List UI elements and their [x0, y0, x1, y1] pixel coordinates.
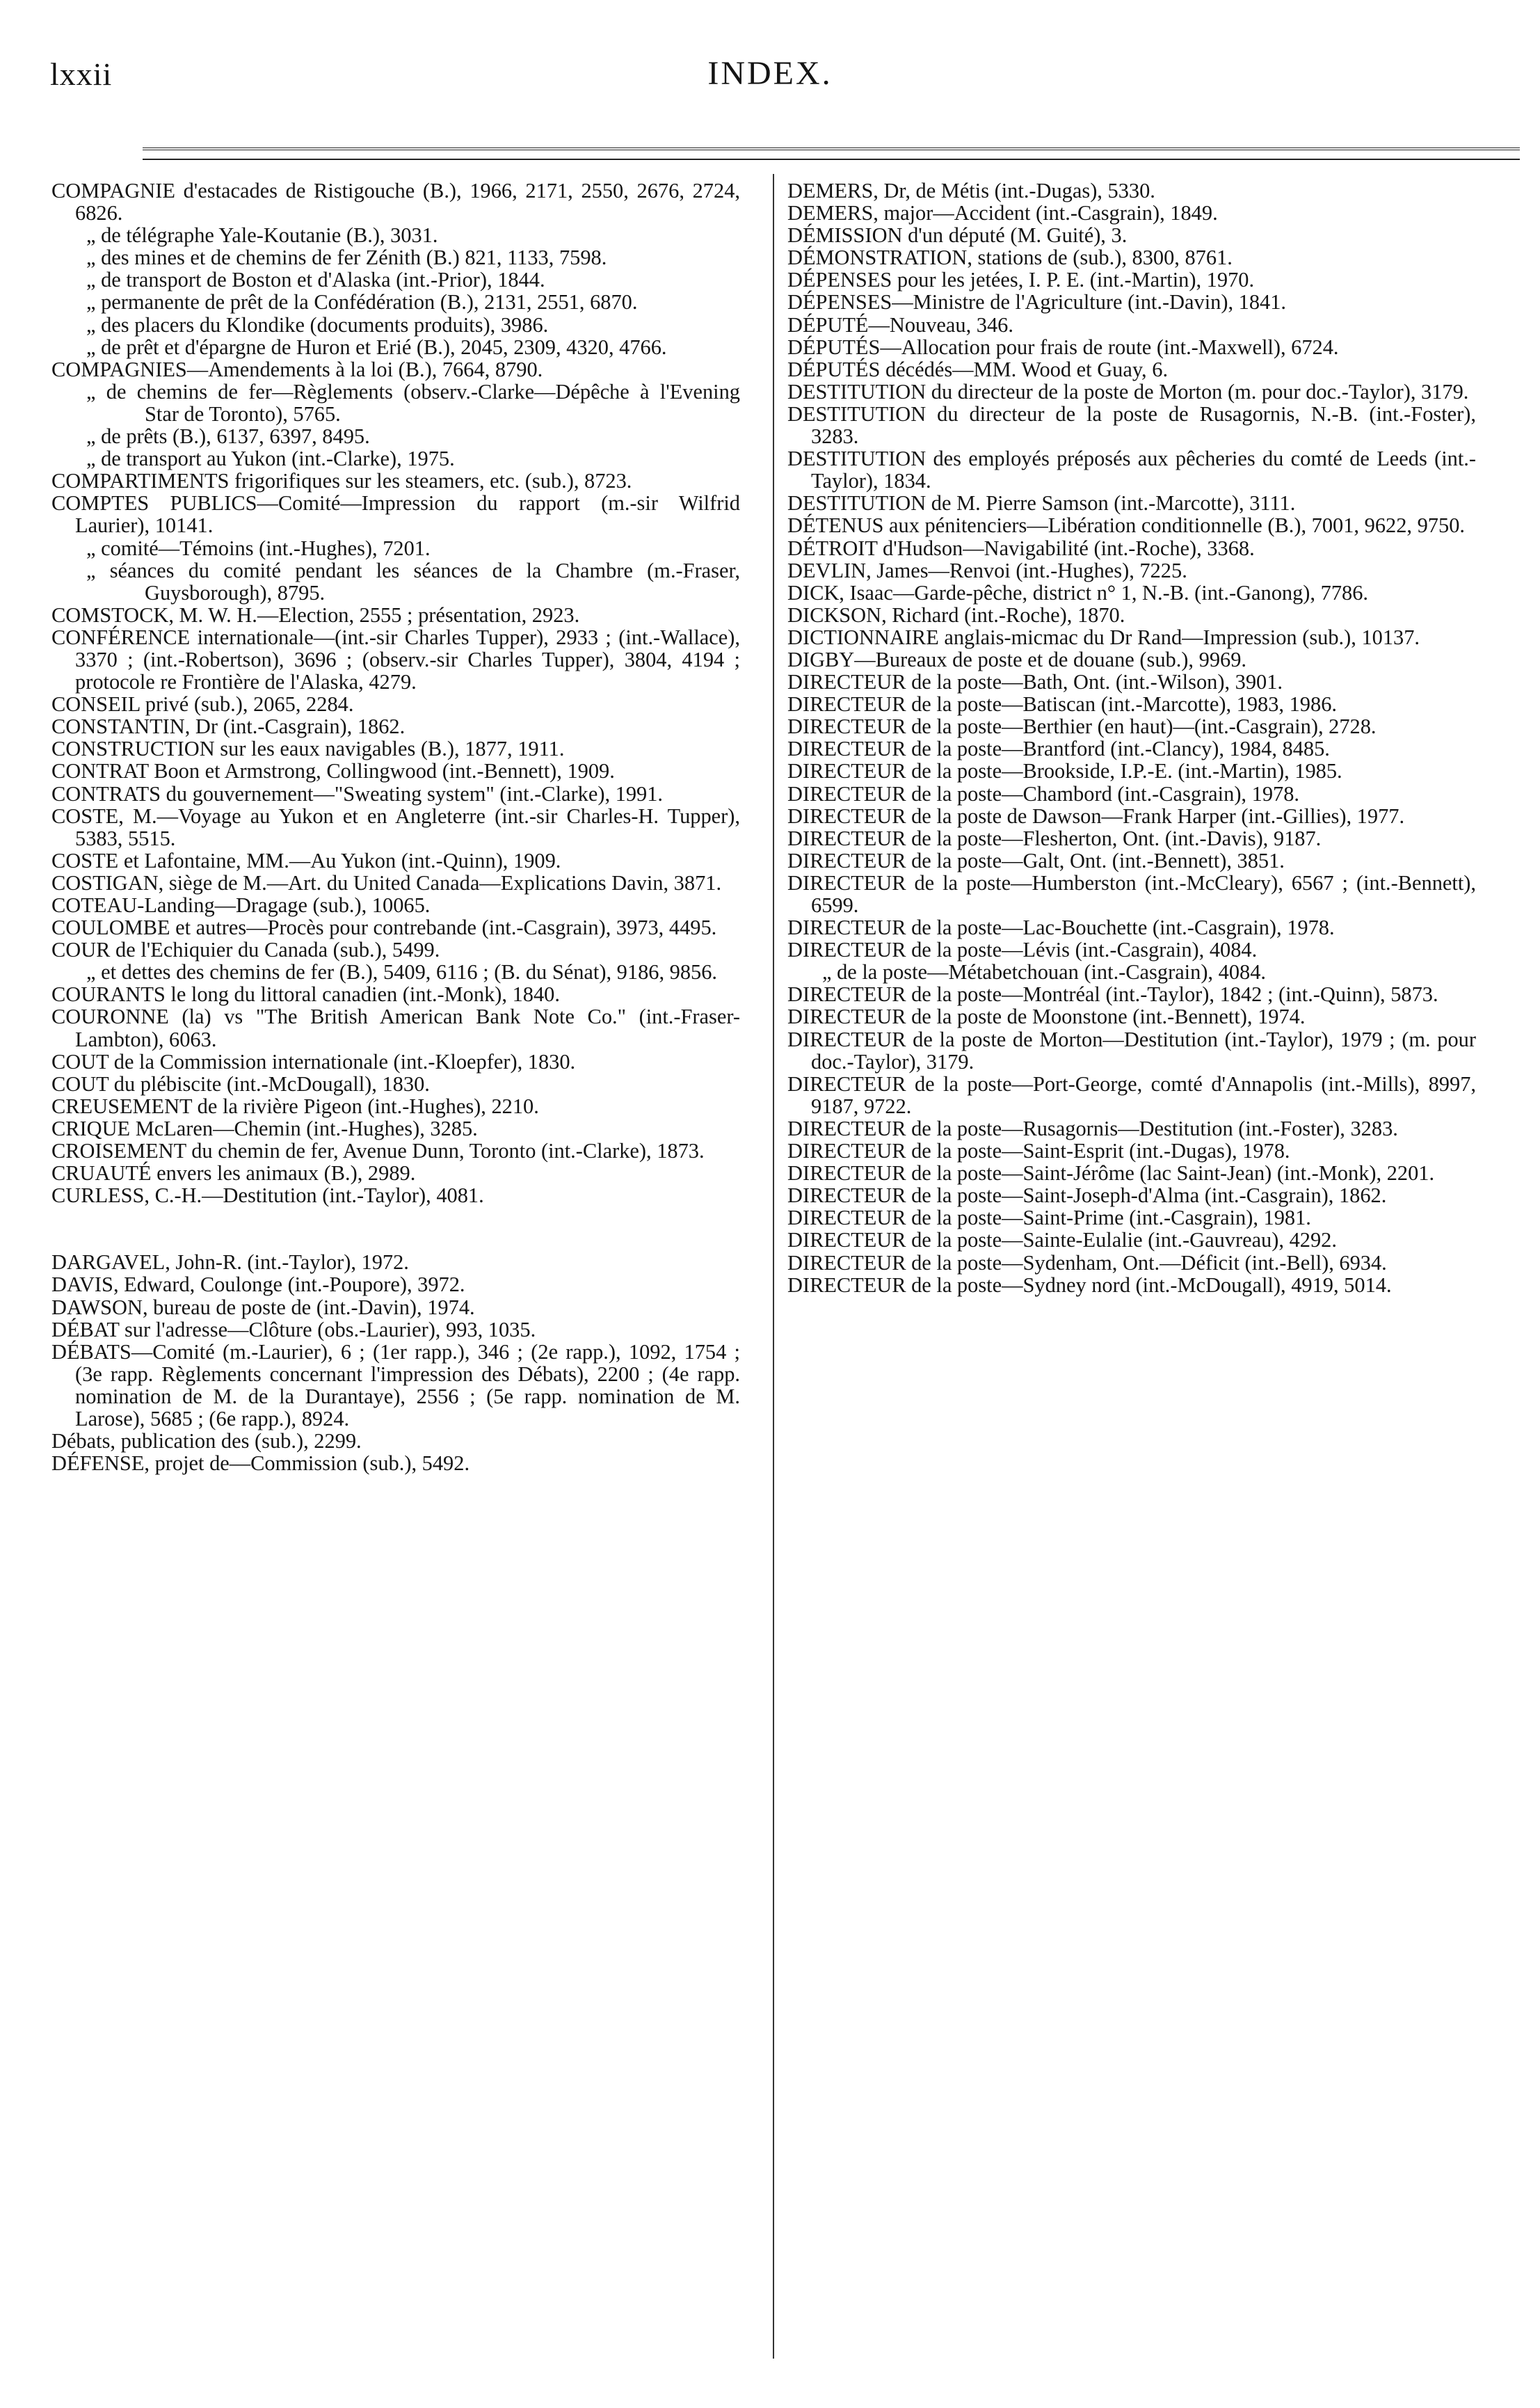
section-gap: [51, 1206, 740, 1251]
index-entry: COSTE et Lafontaine, MM.—Au Yukon (int.-Quinn), 1909.: [51, 848, 561, 872]
index-entry: DIRECTEUR de la poste de Moonstone (int.-Bennett), 1974.: [787, 1005, 1306, 1029]
index-subentry: „ séances du comité pendant les séances de la Chambre (m.-Fraser, Guysborough), 8795.: [86, 558, 740, 605]
index-subentry: „ permanente de prêt de la Confédération (B.), 2131, 2551, 6870.: [86, 290, 638, 314]
index-entry: COUT de la Commission internationale (int.-Kloepfer), 1830.: [51, 1049, 576, 1074]
index-entry: CREUSEMENT de la rivière Pigeon (int.-Hughes), 2210.: [51, 1094, 539, 1118]
index-entry: DESTITUTION de M. Pierre Samson (int.-Marcotte), 3111.: [787, 491, 1296, 516]
index-entry: DÉPUTÉS—Allocation pour frais de route (int.-Maxwell), 6724.: [787, 335, 1339, 359]
index-entry: COSTE, M.—Voyage au Yukon et en Angleterre (int.-sir Charles-H. Tupper), 5383, 5515.: [51, 804, 740, 850]
index-entry: DEVLIN, James—Renvoi (int.-Hughes), 7225.: [787, 558, 1187, 582]
index-entry: CONTRAT Boon et Armstrong, Collingwood (int.-Bennett), 1909.: [51, 759, 615, 783]
column-divider: [773, 174, 774, 2359]
index-subentry: „ de transport au Yukon (int.-Clarke), 1975.: [86, 447, 455, 471]
index-subentry: „ de prêt et d'épargne de Huron et Erié (B.), 2045, 2309, 4320, 4766.: [86, 335, 667, 359]
index-entry: DARGAVEL, John-R. (int.-Taylor), 1972.: [51, 1250, 409, 1275]
index-subentry: „ de prêts (B.), 6137, 6397, 8495.: [86, 424, 370, 449]
index-entry: COUR de l'Echiquier du Canada (sub.), 5499.: [51, 938, 440, 962]
index-subentry: „ des mines et de chemins de fer Zénith (B.) 821, 1133, 7598.: [86, 246, 607, 270]
index-entry: CROISEMENT du chemin de fer, Avenue Dunn, Toronto (int.-Clarke), 1873.: [51, 1139, 705, 1163]
index-entry: CONTRATS du gouvernement—"Sweating system" (int.-Clarke), 1991.: [51, 781, 664, 806]
index-entry: DIRECTEUR de la poste—Galt, Ont. (int.-Bennett), 3851.: [787, 848, 1285, 872]
index-entry: DÉPUTÉS décédés—MM. Wood et Guay, 6.: [787, 357, 1169, 381]
index-entry: DÉMISSION d'un député (M. Guité), 3.: [787, 223, 1128, 248]
index-entry: DAWSON, bureau de poste de (int.-Davin), 1974.: [51, 1295, 475, 1319]
index-entry: DIRECTEUR de la poste—Saint-Joseph-d'Alma (int.-Casgrain), 1862.: [787, 1183, 1387, 1208]
index-entry: COTEAU-Landing—Dragage (sub.), 10065.: [51, 893, 431, 917]
index-entry: DIRECTEUR de la poste—Batiscan (int.-Marcotte), 1983, 1986.: [787, 692, 1337, 717]
index-entry: COMPAGNIE d'estacades de Ristigouche (B.), 1966, 2171, 2550, 2676, 2724, 6826.: [51, 179, 740, 225]
index-entry: DIRECTEUR de la poste—Chambord (int.-Casgrain), 1978.: [787, 781, 1300, 806]
index-column-right: [787, 180, 1476, 1296]
index-subentry: „ comité—Témoins (int.-Hughes), 7201.: [86, 536, 431, 560]
index-entry: DICTIONNAIRE anglais-micmac du Dr Rand—Impression (sub.), 10137.: [787, 625, 1420, 649]
index-entry: DÉTENUS aux pénitenciers—Libération conditionnelle (B.), 7001, 9622, 9750.: [787, 513, 1465, 538]
index-entry: DEMERS, major—Accident (int.-Casgrain), 1849.: [787, 201, 1218, 225]
index-entry: COMSTOCK, M. W. H.—Election, 2555 ; présentation, 2923.: [51, 603, 580, 627]
index-entry: DIRECTEUR de la poste—Port-George, comté d'Annapolis (int.-Mills), 8997, 9187, 9722.: [787, 1071, 1476, 1118]
index-entry: DIRECTEUR de la poste—Flesherton, Ont. (int.-Davis), 9187.: [787, 826, 1322, 850]
index-entry: DIRECTEUR de la poste—Sydenham, Ont.—Déficit (int.-Bell), 6934.: [787, 1250, 1387, 1275]
index-entry: DIRECTEUR de la poste—Brantford (int.-Clancy), 1984, 8485.: [787, 737, 1330, 761]
page-header: [0, 0, 1540, 132]
index-entry: DÉTROIT d'Hudson—Navigabilité (int.-Roche), 3368.: [787, 536, 1255, 560]
index-column-left: [51, 180, 740, 1474]
index-entry: DIRECTEUR de la poste—Saint-Prime (int.-Casgrain), 1981.: [787, 1206, 1311, 1230]
index-entry: DÉFENSE, projet de—Commission (sub.), 5492.: [51, 1451, 470, 1476]
index-entry: DIRECTEUR de la poste—Sainte-Eulalie (int.-Gauvreau), 4292.: [787, 1228, 1337, 1252]
index-entry: DIRECTEUR de la poste—Bath, Ont. (int.-Wilson), 3901.: [787, 670, 1283, 694]
index-entry: DESTITUTION du directeur de la poste de Rusagornis, N.-B. (int.-Foster), 3283.: [787, 401, 1476, 449]
index-entry: COMPAGNIES—Amendements à la loi (B.), 7664, 8790.: [51, 357, 543, 381]
index-entry: DIRECTEUR de la poste de Morton—Destitution (int.-Taylor), 1979 ; (m. pour doc.-Taylor), 3179.: [787, 1027, 1476, 1074]
index-entry: DÉMONSTRATION, stations de (sub.), 8300, 8761.: [787, 246, 1233, 270]
index-entry: DIRECTEUR de la poste—Humberston (int.-McCleary), 6567 ; (int.-Bennett), 6599.: [787, 870, 1476, 917]
header-rule-single: [143, 159, 1520, 160]
index-entry: DESTITUTION du directeur de la poste de Morton (m. pour doc.-Taylor), 3179.: [787, 379, 1469, 404]
index-entry: DÉBAT sur l'adresse—Clôture (obs.-Laurier), 993, 1035.: [51, 1317, 536, 1341]
index-entry: DICK, Isaac—Garde-pêche, district n° 1, N.-B. (int.-Ganong), 7786.: [787, 580, 1369, 605]
index-entry: DIRECTEUR de la poste—Lac-Bouchette (int.-Casgrain), 1978.: [787, 916, 1335, 940]
index-entry: DIRECTEUR de la poste—Brookside, I.P.-E. (int.-Martin), 1985.: [787, 759, 1342, 783]
index-subentry: „ de télégraphe Yale-Koutanie (B.), 3031.: [86, 223, 438, 248]
index-entry: CURLESS, C.-H.—Destitution (int.-Taylor), 4081.: [51, 1183, 484, 1208]
index-subentry: „ de chemins de fer—Règlements (observ.-Clarke—Dépêche à l'Evening Star de Toronto), 5765.: [86, 379, 740, 426]
index-entry: CONFÉRENCE internationale—(int.-sir Charles Tupper), 2933 ; (int.-Wallace), 3370 ; (int.-Robertson), 3696 ; (observ.-sir Charles Tupper), 3804, 4194 ; protocole re Frontière de l'Alaska, 4279.: [51, 625, 740, 694]
index-entry: DÉPENSES—Ministre de l'Agriculture (int.-Davin), 1841.: [787, 290, 1287, 314]
index-entry: CONSTANTIN, Dr (int.-Casgrain), 1862.: [51, 715, 406, 739]
index-entry: DEMERS, Dr, de Métis (int.-Dugas), 5330.: [787, 179, 1155, 202]
index-subentry: „ de la poste—Métabetchouan (int.-Casgrain), 4084.: [822, 960, 1267, 984]
page-title: INDEX.: [707, 55, 833, 92]
index-entry: DESTITUTION des employés préposés aux pêcheries du comté de Leeds (int.-Taylor), 1834.: [787, 447, 1476, 493]
index-entry: DIRECTEUR de la poste—Berthier (en haut)—(int.-Casgrain), 2728.: [787, 715, 1377, 739]
index-subentry: „ de transport de Boston et d'Alaska (int.-Prior), 1844.: [86, 268, 545, 292]
index-subentry: „ et dettes des chemins de fer (B.), 5409, 6116 ; (B. du Sénat), 9186, 9856.: [86, 960, 718, 984]
index-entry: DIRECTEUR de la poste—Rusagornis—Destitution (int.-Foster), 3283.: [787, 1116, 1398, 1140]
index-entry: DIRECTEUR de la poste—Saint-Jérôme (lac Saint-Jean) (int.-Monk), 2201.: [787, 1161, 1435, 1186]
index-entry: COMPTES PUBLICS—Comité—Impression du rapport (m.-sir Wilfrid Laurier), 10141.: [51, 491, 740, 538]
index-entry: DIRECTEUR de la poste—Montréal (int.-Taylor), 1842 ; (int.-Quinn), 5873.: [787, 982, 1438, 1007]
index-entry: CRIQUE McLaren—Chemin (int.-Hughes), 3285.: [51, 1116, 478, 1140]
index-entry: CONSEIL privé (sub.), 2065, 2284.: [51, 692, 354, 717]
index-entry: DIRECTEUR de la poste de Dawson—Frank Harper (int.-Gillies), 1977.: [787, 804, 1405, 828]
index-entry: DÉPUTÉ—Nouveau, 346.: [787, 312, 1013, 337]
index-entry: COURANTS le long du littoral canadien (int.-Monk), 1840.: [51, 982, 560, 1007]
index-entry: CRUAUTÉ envers les animaux (B.), 2989.: [51, 1161, 416, 1186]
page-number: lxxii: [50, 56, 113, 92]
index-subentry: „ des placers du Klondike (documents produits), 3986.: [86, 312, 549, 337]
index-entry: COMPARTIMENTS frigorifiques sur les steamers, etc. (sub.), 8723.: [51, 469, 632, 493]
index-entry: DAVIS, Edward, Coulonge (int.-Poupore), 3972.: [51, 1273, 465, 1297]
index-entry: DIRECTEUR de la poste—Sydney nord (int.-McDougall), 4919, 5014.: [787, 1273, 1392, 1297]
index-entry: DÉPENSES pour les jetées, I. P. E. (int.-Martin), 1970.: [787, 268, 1255, 292]
index-entry: DIRECTEUR de la poste—Lévis (int.-Casgrain), 4084.: [787, 938, 1258, 962]
index-entry: COURONNE (la) vs "The British American Bank Note Co." (int.-Fraser-Lambton), 6063.: [51, 1005, 740, 1051]
index-entry: COUT du plébiscite (int.-McDougall), 1830.: [51, 1071, 430, 1096]
index-entry: DICKSON, Richard (int.-Roche), 1870.: [787, 603, 1125, 627]
index-entry: DIRECTEUR de la poste—Saint-Esprit (int.-Dugas), 1978.: [787, 1139, 1290, 1163]
index-entry: CONSTRUCTION sur les eaux navigables (B.), 1877, 1911.: [51, 737, 565, 761]
header-rule-double: [143, 147, 1520, 153]
index-entry: COSTIGAN, siège de M.—Art. du United Canada—Explications Davin, 3871.: [51, 870, 722, 895]
index-entry: Débats, publication des (sub.), 2299.: [51, 1429, 362, 1453]
index-entry: COULOMBE et autres—Procès pour contrebande (int.-Casgrain), 3973, 4495.: [51, 916, 717, 940]
index-entry: DIGBY—Bureaux de poste et de douane (sub.), 9969.: [787, 647, 1247, 671]
index-entry: DÉBATS—Comité (m.-Laurier), 6 ; (1er rapp.), 346 ; (2e rapp.), 1092, 1754 ; (3e rapp. Règlements concernant l'impression des Débats), 2200 ; (4e rapp. nomination de M. de la Durantaye), 2556 ; (5e rapp. nomination de M. Larose), 5685 ; (6e rapp.), 8924.: [51, 1339, 740, 1430]
